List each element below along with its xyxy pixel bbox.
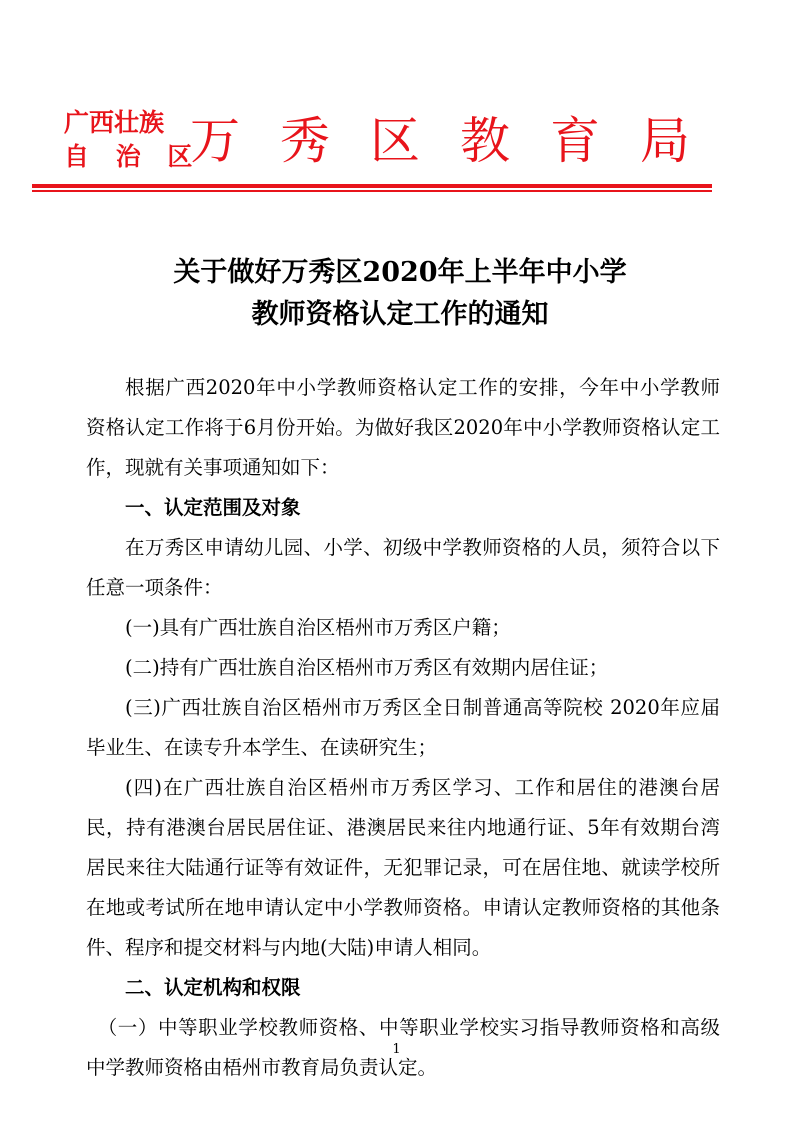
letterhead-region-label — [64, 106, 202, 174]
list-item: (四)在广西壮族自治区梧州市万秀区学习、工作和居住的港澳台居民，持有港澳台居民居住证、港澳居民来往内地通行证、5年有效期台湾居民来往大陆通行证等有效证件，无犯罪记录，可在居住地、就读学校所在地或考试所在地申请认定中小学教师资格。申请认定教师资格的其他条件、程序和提交材料与内地(大陆)申请人相同。 — [86, 776, 720, 959]
letterhead-org-name: 万秀区教育局 — [190, 112, 730, 170]
list-item: (一)具有广西壮族自治区梧州市万秀区户籍； — [125, 616, 511, 639]
section-heading-2: 二、认定机构和权限 — [125, 976, 301, 999]
list-item: (二)持有广西壮族自治区梧州市万秀区有效期内居住证； — [125, 656, 609, 679]
letterhead-line-2: 自 治 区 — [64, 142, 202, 171]
section-heading-1: 一、认定范围及对象 — [125, 496, 301, 519]
letterhead-line-1: 广西壮族 — [64, 108, 165, 137]
document-title — [60, 252, 740, 336]
document-title-line-1: 关于做好万秀区2020年上半年中小学 — [173, 257, 627, 288]
letterhead-divider-thin — [32, 190, 712, 192]
list-item: (三)广西壮族自治区梧州市万秀区全日制普通高等院校 2020年应届毕业生、在读专升本学生、在读研究生； — [86, 696, 720, 759]
body-paragraph: 在万秀区申请幼儿园、小学、初级中学教师资格的人员，须符合以下任意一项条件： — [86, 536, 720, 599]
letterhead-divider-thick — [32, 184, 712, 188]
body-paragraph: （一）中等职业学校教师资格、中等职业学校实习指导教师资格和高级中学教师资格由梧州市教育局负责认定。 — [86, 1016, 720, 1079]
document-title-line-2: 教师资格认定工作的通知 — [251, 299, 549, 330]
document-body — [86, 368, 720, 1088]
page-number: 1 — [392, 1042, 401, 1057]
intro-paragraph: 根据广西2020年中小学教师资格认定工作的安排，今年中小学教师资格认定工作将于6月份开始。为做好我区2020年中小学教师资格认定工作，现就有关事项通知如下： — [86, 376, 720, 479]
